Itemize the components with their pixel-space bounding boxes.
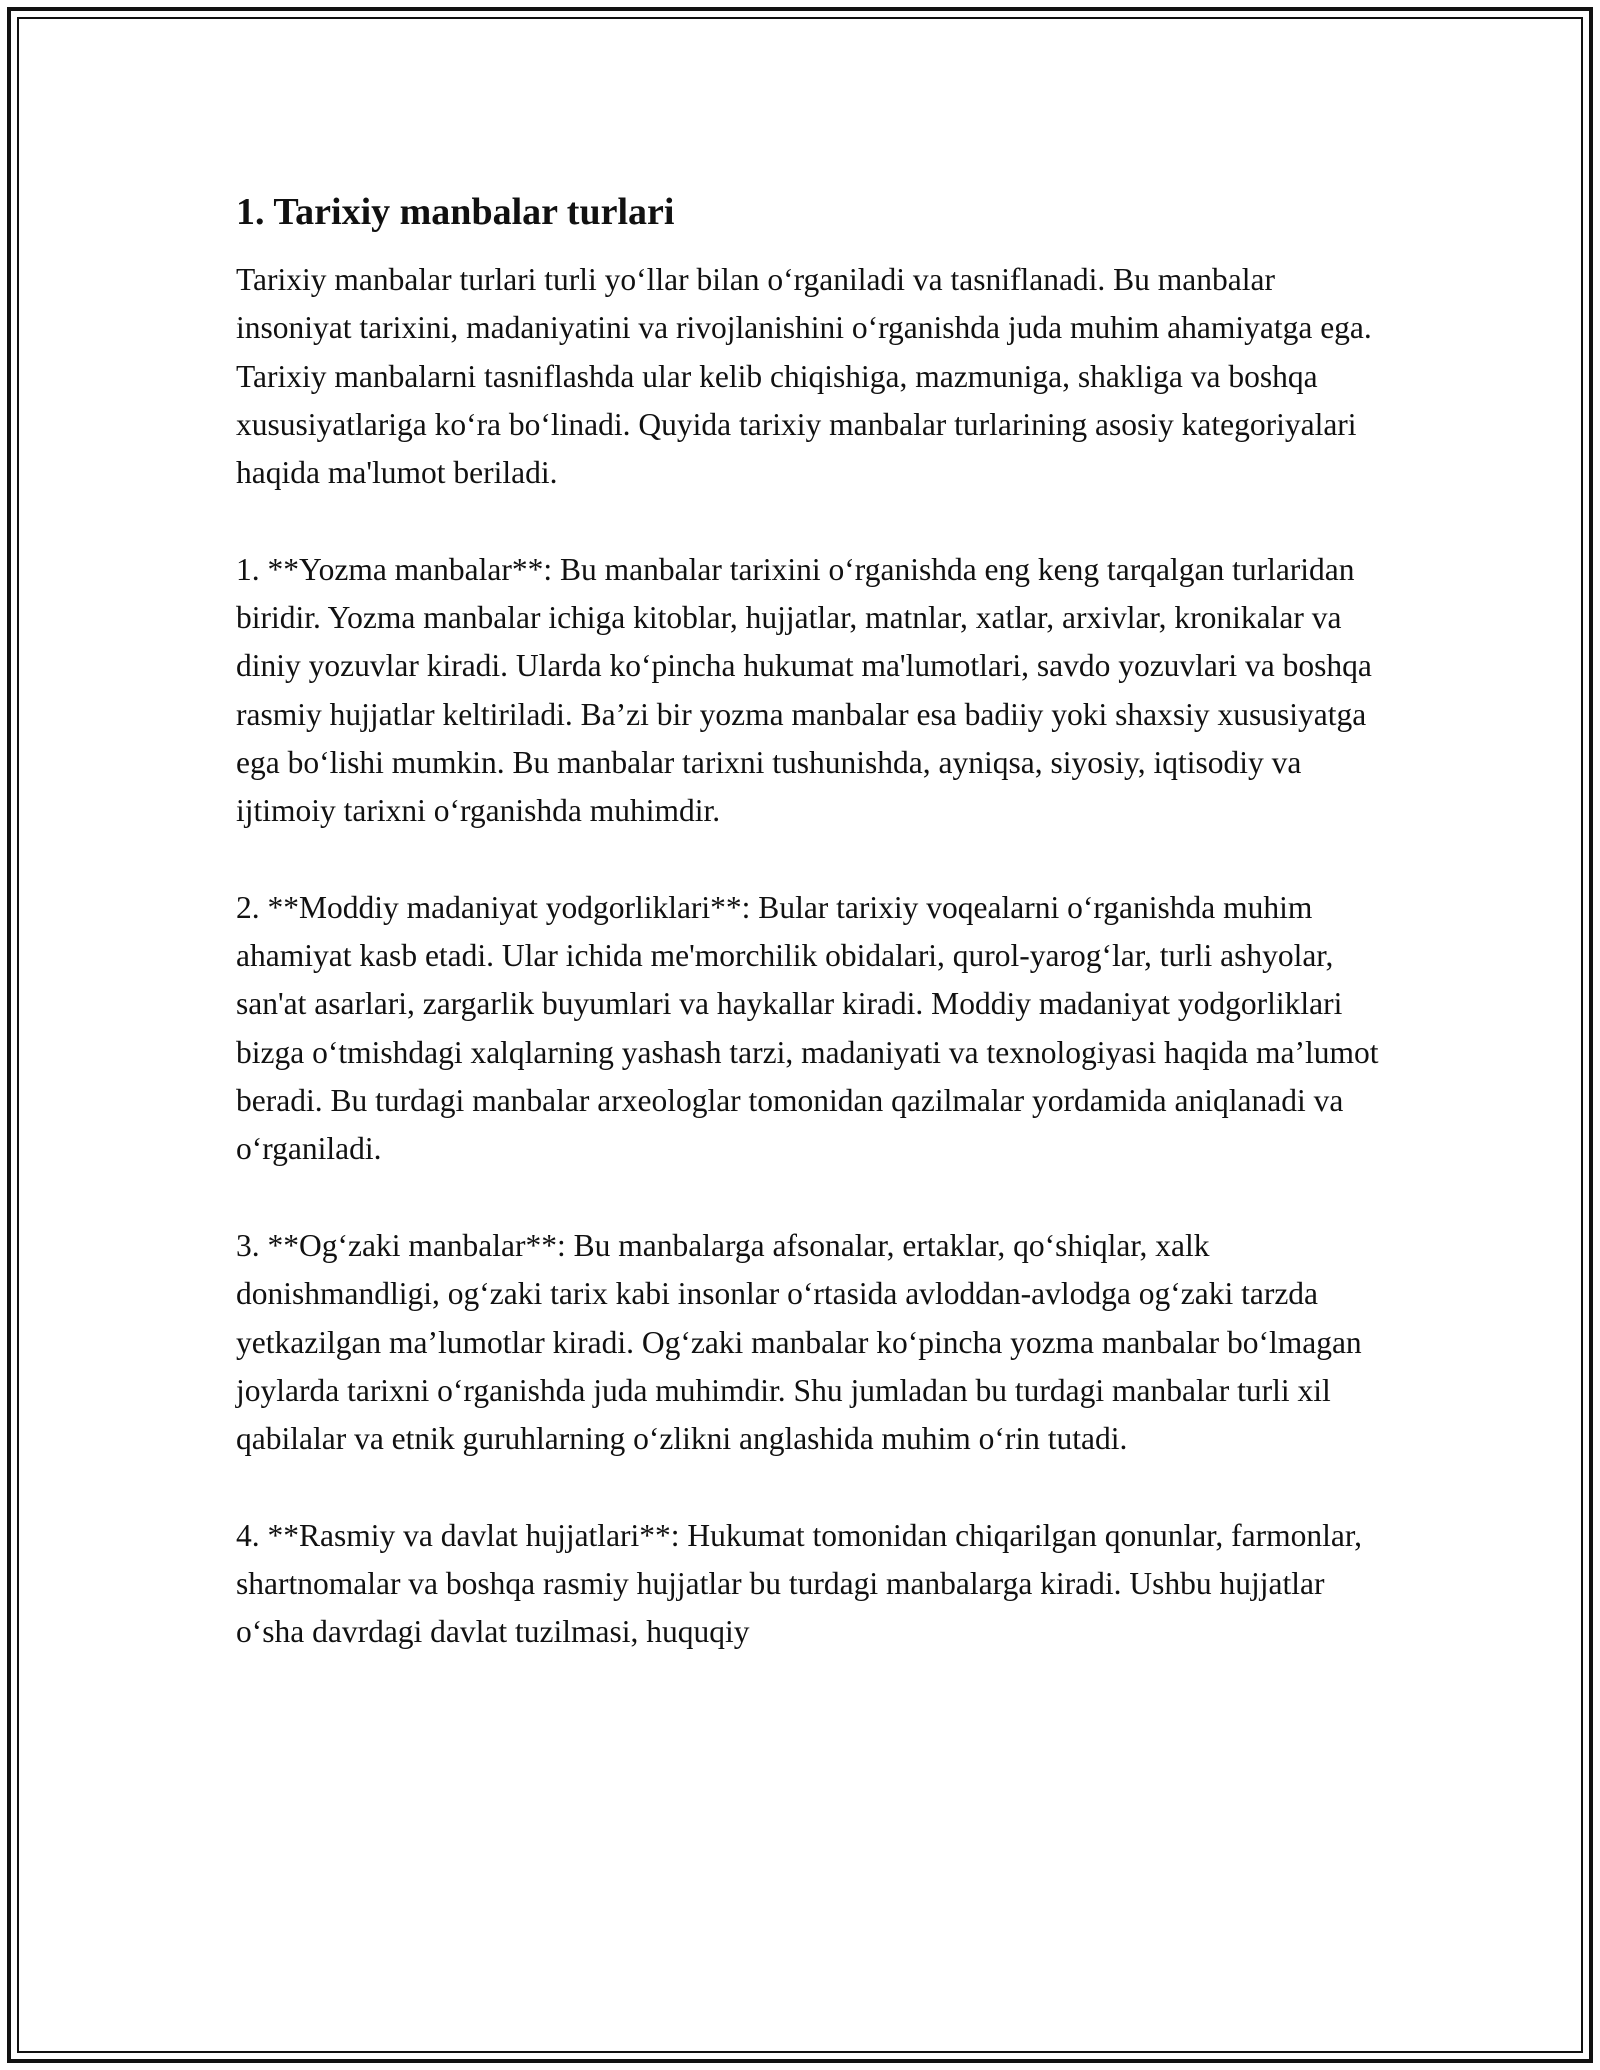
intro-paragraph: Tarixiy manbalar turlari turli yo‘llar bilan o‘rganiladi va tasniflanadi. Bu manbalar insoniyat tarixini, madaniyatini va rivojlanishini o‘rganishda juda muhim ahamiyatga ega. Tarixiy manbalarni tasniflashda ular kelib chiqishiga, mazmuniga, shakliga va boshqa xususiyatlariga ko‘ra bo‘linadi. Quyida tarixiy manbalar turlarining asosiy kategoriyalari haqida ma'lumot beriladi.	[236, 262, 1372, 491]
paragraph-rasmiy-hujjatlar: 4. **Rasmiy va davlat hujjatlari**: Hukumat tomonidan chiqarilgan qonunlar, farmonlar, shartnomalar va boshqa rasmiy hujjatlar bu turdagi manbalarga kiradi. Ushbu hujjatlar o‘sha davrdagi davlat tuzilmasi, huquqiy	[236, 1517, 1362, 1650]
paragraph-ogzaki-manbalar: 3. **Og‘zaki manbalar**: Bu manbalarga afsonalar, ertaklar, qo‘shiqlar, xalk donishmandligi, og‘zaki tarix kabi insonlar o‘rtasida avloddan-avlodga og‘zaki tarzda yetkazilgan ma’lumotlar kiradi. Og‘zaki manbalar ko‘pincha yozma manbalar bo‘lmagan joylarda tarixni o‘rganishda juda muhimdir. Shu jumladan bu turdagi manbalar turli xil qabilalar va etnik guruhlarning o‘zlikni anglashida muhim o‘rin tutadi.	[236, 1227, 1362, 1457]
document-title: 1. Tarixiy manbalar turlari	[236, 191, 675, 233]
paragraph-moddiy-madaniyat: 2. **Moddiy madaniyat yodgorliklari**: Bular tarixiy voqealarni o‘rganishda muhim ahamiyat kasb etadi. Ular ichida me'morchilik obidalari, qurol-yarog‘lar, turli ashyolar, san'at asarlari, zargarlik buyumlari va haykallar kiradi. Moddiy madaniyat yodgorliklari bizga o‘tmishdagi xalqlarning yashash tarzi, madaniyati va texnologiyasi haqida ma’lumot beradi. Bu turdagi manbalar arxeologlar tomonidan qazilmalar yordamida aniqlanadi va o‘rganiladi.	[236, 889, 1379, 1167]
document-body	[236, 188, 1396, 1705]
paragraph-yozma-manbalar: 1. **Yozma manbalar**: Bu manbalar tarixini o‘rganishda eng keng tarqalgan turlaridan biridir. Yozma manbalar ichiga kitoblar, hujjatlar, matnlar, xatlar, arxivlar, kronikalar va diniy yozuvlar kiradi. Ularda ko‘pincha hukumat ma'lumotlari, savdo yozuvlari va boshqa rasmiy hujjatlar keltiriladi. Ba’zi bir yozma manbalar esa badiiy yoki shaxsiy xususiyatga ega bo‘lishi mumkin. Bu manbalar tarixni tushunishda, ayniqsa, siyosiy, iqtisodiy va ijtimoiy tarixni o‘rganishda muhimdir.	[236, 551, 1372, 829]
